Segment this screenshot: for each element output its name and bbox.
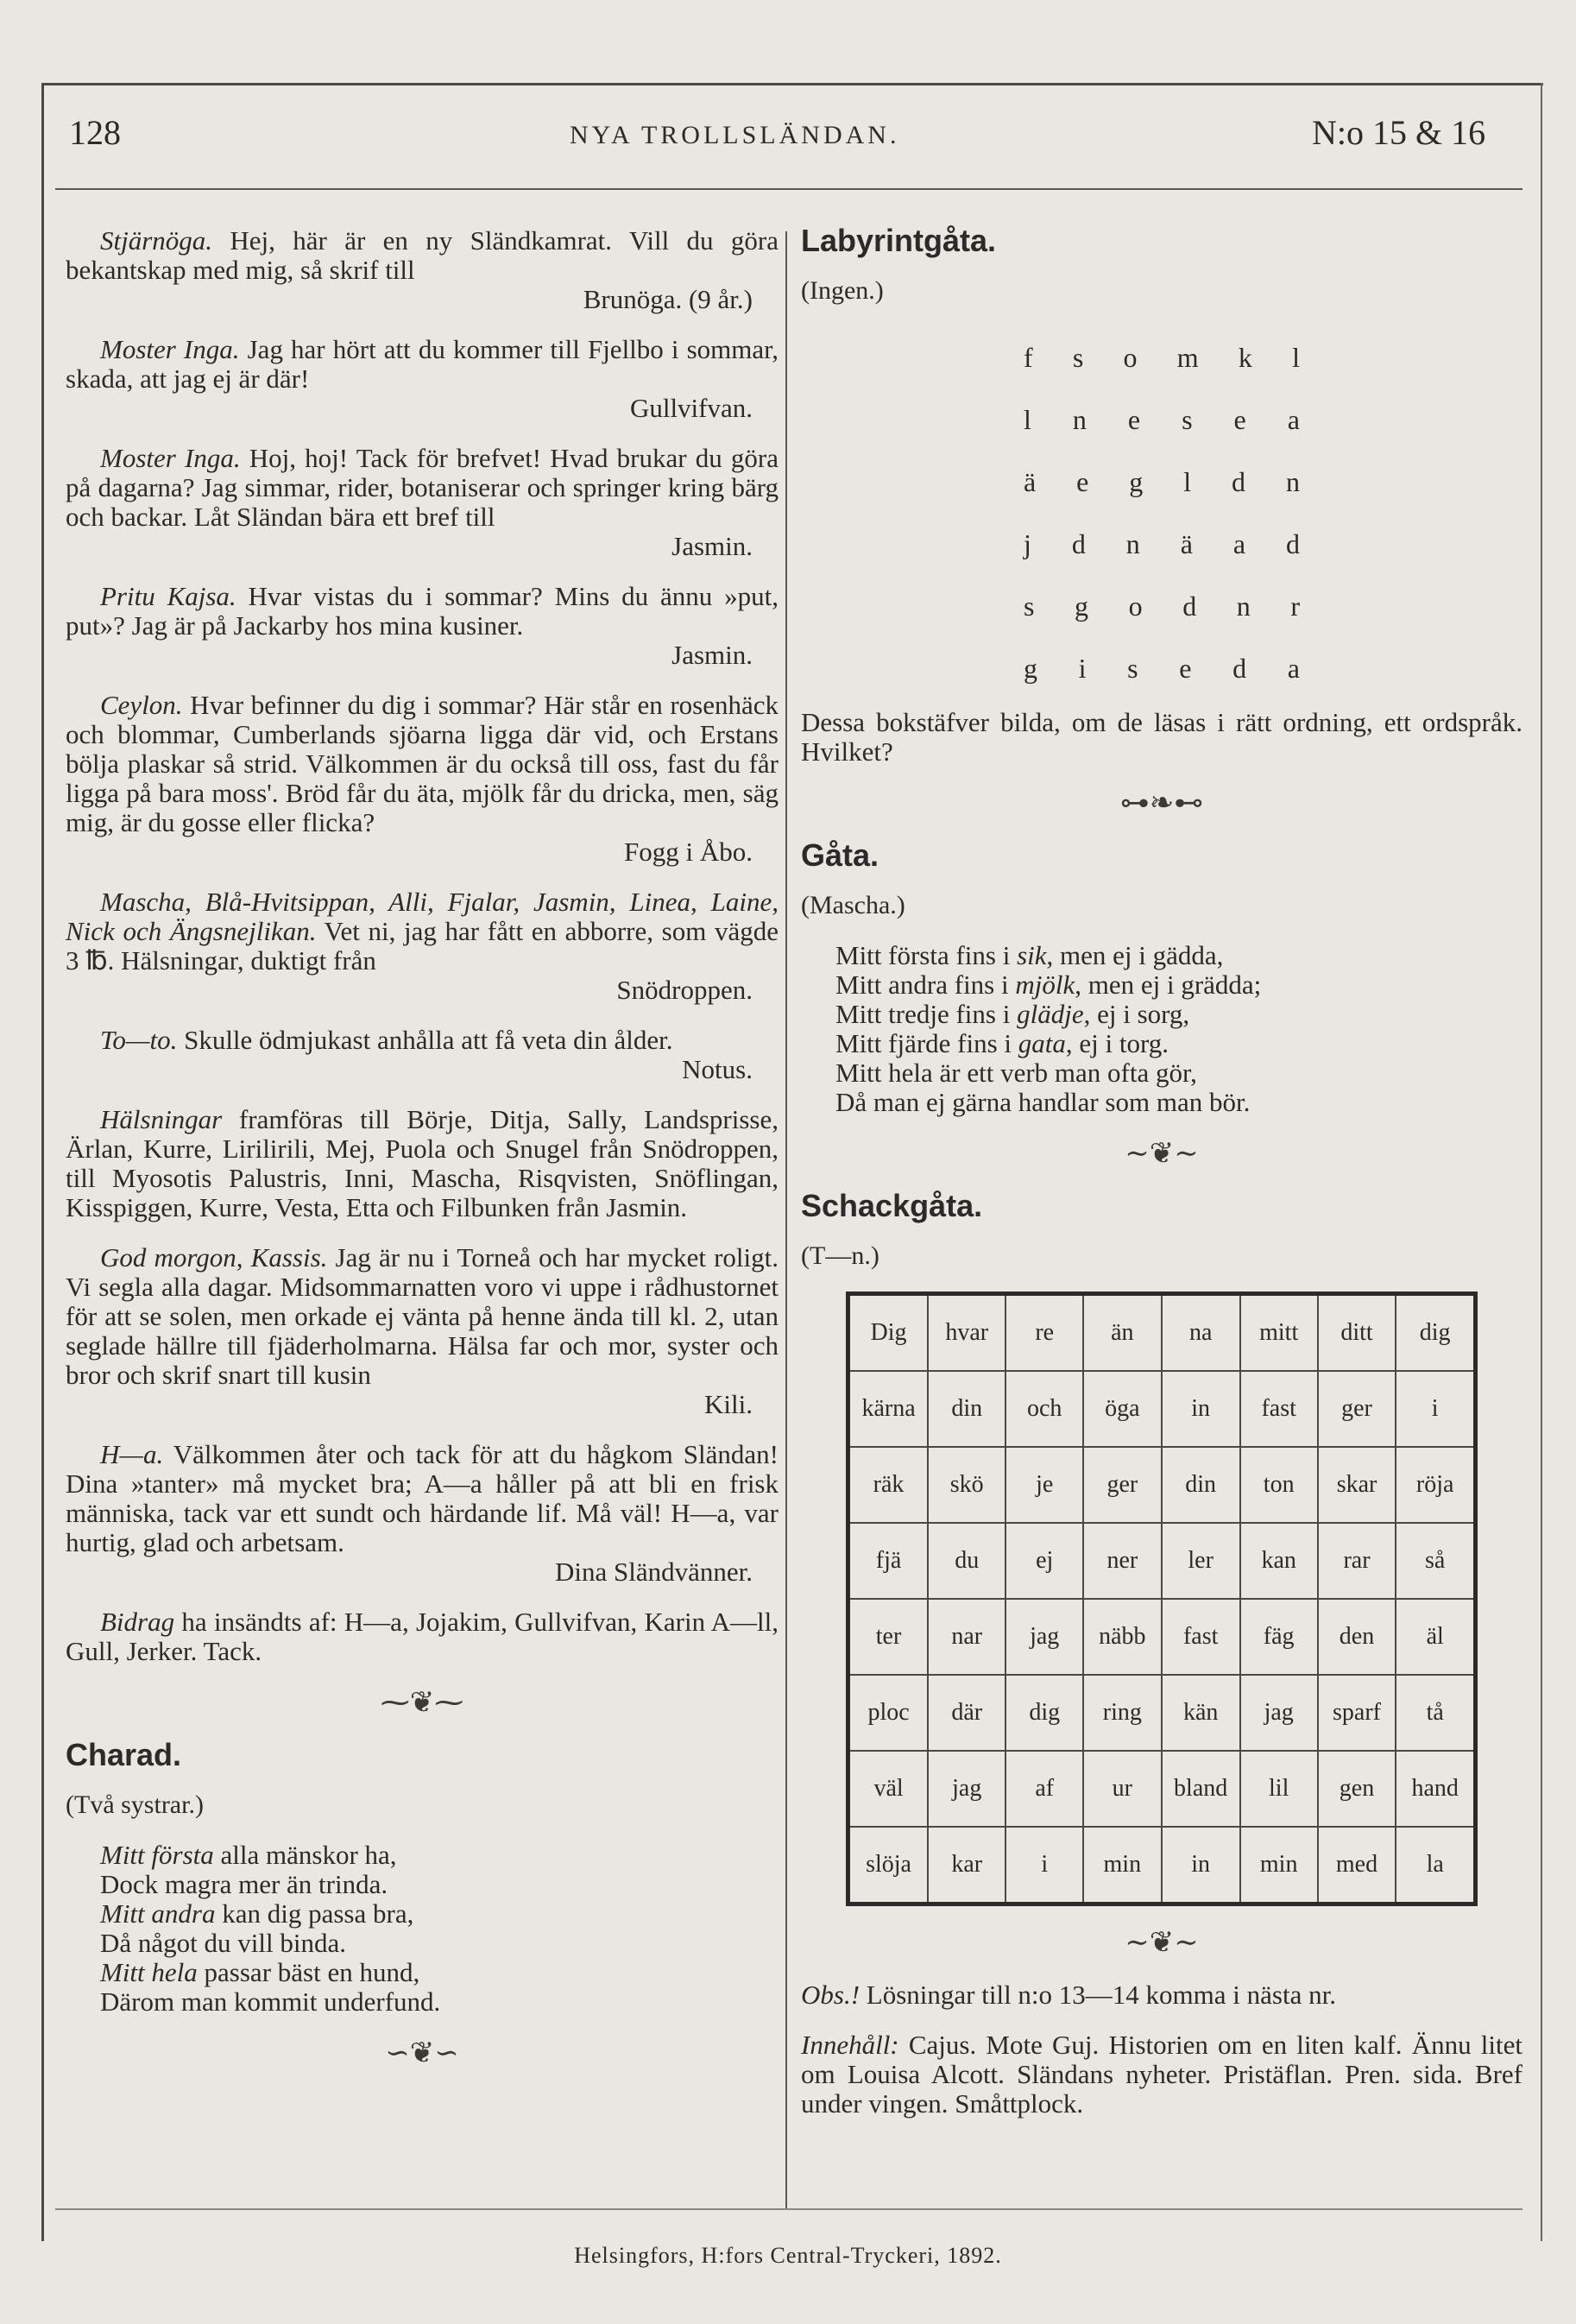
chess-cell: i bbox=[1396, 1371, 1475, 1447]
labyrint-row bbox=[1024, 388, 1300, 451]
chess-cell: skö bbox=[928, 1447, 1005, 1523]
chess-cell: näbb bbox=[1083, 1599, 1162, 1675]
charad-line bbox=[100, 1841, 779, 1870]
gata-line bbox=[835, 941, 1522, 970]
letter-item bbox=[66, 582, 779, 670]
labyrint-letter: a bbox=[1287, 404, 1300, 435]
gata-line-start: Mitt hela är ett verb man ofta gör, bbox=[835, 1058, 1197, 1088]
charad-line-text: Dock magra mer än trinda. bbox=[100, 1869, 388, 1899]
column-divider bbox=[785, 231, 787, 2208]
charad-line bbox=[100, 1958, 779, 1987]
labyrint-letter: l bbox=[1183, 466, 1192, 497]
contents-text: Cajus. Mote Guj. Historien om en liten kalf. Ännu litet om Louisa Alcott. Sländans nyheter. Pristäflan. Pren. sida. Bref under vingen. Småttplock. bbox=[801, 2030, 1522, 2119]
labyrint-letter: a bbox=[1287, 653, 1300, 684]
chess-cell: ej bbox=[1005, 1523, 1083, 1599]
letter-body: ha insändts af: H—a, Jojakim, Gullvifvan, Karin A—ll, Gull, Jerker. Tack. bbox=[66, 1607, 779, 1666]
letter-addressee: Hälsningar bbox=[100, 1104, 223, 1134]
charad-line-text: Därom man kommit underfund. bbox=[100, 1986, 441, 2017]
chess-cell: väl bbox=[848, 1751, 929, 1827]
page-number: 128 bbox=[69, 113, 121, 152]
letter-signature: Notus. bbox=[682, 1054, 753, 1084]
letter-signature: Jasmin. bbox=[671, 640, 753, 670]
labyrint-grid bbox=[1024, 326, 1300, 699]
labyrint-letter: k bbox=[1238, 342, 1252, 373]
chess-cell: rar bbox=[1318, 1523, 1396, 1599]
charad-line bbox=[100, 1929, 779, 1958]
letter-body: Jag är nu i Torneå och har mycket roligt. Vi segla alla dagar. Midsommarnatten voro vi uppe i rådhustornet för att se solen, men orkade ej vänta på henne ända till kl. 2, utan seglade hällre till fjäderholmarna. Hälsa far och mor, syster och bror och skrif snart till kusin bbox=[66, 1242, 779, 1390]
letter-body: Hvar vistas du i sommar? Mins du ännu »put, put»? Jag är på Jackarby hos mina kusiner. bbox=[66, 581, 779, 641]
letter-item bbox=[66, 887, 779, 1005]
labyrint-letter: s bbox=[1182, 404, 1193, 435]
labyrint-caption: Dessa bokstäfver bilda, om de läsas i rätt ordning, ett ordspråk. Hvilket? bbox=[801, 707, 1522, 767]
chess-cell: min bbox=[1083, 1827, 1162, 1904]
letter-addressee: Pritu Kajsa. bbox=[100, 581, 236, 611]
letter-body: Hvar befinner du dig i sommar? Här står en rosenhäck och blommar, Cumberlands sjöarna ligga där vid, och Erstans bölja plaskar så strid. Välkommen är du också till oss, fast du får ligga på bara moss'. Bröd får du äta, mjölk får du dricka, men, säg mig, är du gosse eller flicka? bbox=[66, 690, 779, 837]
gata-line bbox=[835, 1000, 1522, 1029]
charad-line bbox=[100, 1870, 779, 1899]
chess-cell: je bbox=[1005, 1447, 1083, 1523]
gata-line-start: Mitt första fins i bbox=[835, 940, 1018, 970]
chess-cell: gen bbox=[1318, 1751, 1396, 1827]
chess-cell: än bbox=[1083, 1294, 1162, 1372]
chess-cell: du bbox=[928, 1523, 1005, 1599]
chess-cell: mitt bbox=[1240, 1294, 1318, 1372]
chess-row bbox=[848, 1599, 1476, 1675]
chess-cell: hvar bbox=[928, 1294, 1005, 1372]
labyrint-letter: l bbox=[1024, 404, 1031, 435]
labyrint-row bbox=[1024, 326, 1300, 388]
letter-body: Vet ni, jag har fått en abborre, som vägde 3 ℔. Hälsningar, duktigt från bbox=[66, 916, 779, 976]
chess-row bbox=[848, 1827, 1476, 1904]
chess-cell: nar bbox=[928, 1599, 1005, 1675]
labyrint-letter: d bbox=[1232, 653, 1247, 684]
labyrint-letter: i bbox=[1078, 653, 1087, 684]
gata-line-end: , ej i sorg, bbox=[1083, 999, 1190, 1029]
chess-cell: in bbox=[1162, 1827, 1240, 1904]
letter-item bbox=[66, 226, 779, 314]
labyrint-letter: f bbox=[1024, 342, 1033, 373]
labyrint-letter: n bbox=[1285, 466, 1300, 497]
labyrint-letter: ä bbox=[1024, 466, 1037, 497]
chess-cell: slöja bbox=[848, 1827, 929, 1904]
chess-cell: jag bbox=[928, 1751, 1005, 1827]
left-column bbox=[66, 226, 779, 2091]
chess-cell: med bbox=[1318, 1827, 1396, 1904]
chess-cell: i bbox=[1005, 1827, 1083, 1904]
chess-cell: jag bbox=[1005, 1599, 1083, 1675]
chess-cell: in bbox=[1162, 1371, 1240, 1447]
chess-cell: ur bbox=[1083, 1751, 1162, 1827]
chess-row bbox=[848, 1447, 1476, 1523]
chess-row bbox=[848, 1523, 1476, 1599]
chess-cell: fäg bbox=[1240, 1599, 1318, 1675]
gata-line-emphasis: sik bbox=[1017, 940, 1047, 970]
labyrint-letter: j bbox=[1024, 528, 1031, 559]
chess-cell: och bbox=[1005, 1371, 1083, 1447]
labyrint-row bbox=[1024, 637, 1300, 699]
letter-body: Hoj, hoj! Tack för brefvet! Hvad brukar du göra på dagarna? Jag simmar, rider, botaniserar och springer kring bärg och backar. Låt Sländan bära ett bref till bbox=[66, 443, 779, 532]
gata-poem bbox=[835, 941, 1522, 1117]
letter-signature: Fogg i Åbo. bbox=[624, 837, 753, 867]
chess-cell: kärna bbox=[848, 1371, 929, 1447]
labyrint-title: Labyrintgåta. bbox=[801, 223, 997, 258]
labyrint-letter: d bbox=[1182, 590, 1197, 622]
letter-signature: Jasmin. bbox=[671, 531, 753, 561]
chess-cell: tå bbox=[1396, 1675, 1475, 1751]
letter-signature: Kili. bbox=[704, 1389, 753, 1419]
chess-cell: ploc bbox=[848, 1675, 929, 1751]
chess-cell: skar bbox=[1318, 1447, 1396, 1523]
gata-line-end: , ej i torg. bbox=[1065, 1028, 1169, 1058]
gata-line-start: Mitt tredje fins i bbox=[835, 999, 1018, 1029]
ornament-divider: ⁓❦⁓ bbox=[380, 1687, 464, 1719]
labyrint-letter: s bbox=[1127, 653, 1138, 684]
letter-addressee: To—to. bbox=[100, 1025, 178, 1055]
chess-cell: fast bbox=[1240, 1371, 1318, 1447]
letter-addressee: Ceylon. bbox=[100, 690, 183, 720]
chess-cell: äl bbox=[1396, 1599, 1475, 1675]
gata-line-emphasis: glädje bbox=[1017, 999, 1084, 1029]
labyrint-letter: n bbox=[1072, 404, 1087, 435]
labyrint-letter: a bbox=[1232, 528, 1246, 559]
letter-signature: Brunöga. (9 år.) bbox=[583, 284, 753, 314]
letter-item bbox=[66, 1440, 779, 1587]
chess-cell: la bbox=[1396, 1827, 1475, 1904]
chess-row bbox=[848, 1675, 1476, 1751]
contents-note bbox=[801, 2030, 1522, 2119]
chess-row bbox=[848, 1751, 1476, 1827]
chess-cell: ler bbox=[1162, 1523, 1240, 1599]
chess-cell: din bbox=[928, 1371, 1005, 1447]
letter-item bbox=[66, 1026, 779, 1084]
charad-line-text: kan dig passa bra, bbox=[215, 1898, 414, 1929]
charad-poem bbox=[100, 1841, 779, 2017]
labyrint-letter: s bbox=[1024, 590, 1035, 622]
chess-row bbox=[848, 1294, 1476, 1372]
gata-line-start: Mitt andra fins i bbox=[835, 969, 1016, 1000]
chess-cell: kän bbox=[1162, 1675, 1240, 1751]
charad-line-emphasis: Mitt hela bbox=[100, 1957, 198, 1987]
labyrint-row bbox=[1024, 513, 1300, 575]
gata-author: (Mascha.) bbox=[801, 891, 905, 919]
gata-line-emphasis: gata bbox=[1018, 1028, 1066, 1058]
chess-cell: sparf bbox=[1318, 1675, 1396, 1751]
schack-author: (T—n.) bbox=[801, 1241, 879, 1270]
chess-cell: din bbox=[1162, 1447, 1240, 1523]
chess-cell: ter bbox=[848, 1599, 929, 1675]
chess-cell: så bbox=[1396, 1523, 1475, 1599]
labyrint-letter: g bbox=[1129, 466, 1144, 497]
schack-title: Schackgåta. bbox=[801, 1188, 983, 1223]
gata-line-emphasis: mjölk bbox=[1015, 969, 1075, 1000]
labyrint-letter: m bbox=[1176, 342, 1199, 373]
chess-cell: dig bbox=[1005, 1675, 1083, 1751]
labyrint-row bbox=[1024, 575, 1300, 637]
gata-line bbox=[835, 970, 1522, 1000]
gata-line-end: , men ej i gädda, bbox=[1046, 940, 1224, 970]
printer-imprint: Helsingfors, H:fors Central-Tryckeri, 1892. bbox=[574, 2243, 1002, 2268]
chess-cell: räk bbox=[848, 1447, 929, 1523]
labyrint-author: (Ingen.) bbox=[801, 276, 884, 305]
chess-cell: ger bbox=[1083, 1447, 1162, 1523]
letter-body: Skulle ödmjukast anhålla att få veta din ålder. bbox=[177, 1025, 673, 1055]
letter-body: framföras till Börje, Ditja, Sally, Landsprisse, Ärlan, Kurre, Lirilirili, Mej, Puola och Snugel från Snödroppen, till Myosotis Palustris, Inni, Mascha, Risqvisten, Snöflingan, Kisspiggen, Kurre, Vesta, Etta och Filbunken från Jasmin. bbox=[66, 1104, 779, 1222]
charad-title: Charad. bbox=[66, 1737, 182, 1772]
chess-cell: ner bbox=[1083, 1523, 1162, 1599]
labyrint-letter: g bbox=[1075, 590, 1089, 622]
chess-cell: dig bbox=[1396, 1294, 1475, 1372]
charad-line-text: passar bäst en hund, bbox=[197, 1957, 420, 1987]
letters-section bbox=[66, 226, 779, 1666]
chess-cell: re bbox=[1005, 1294, 1083, 1372]
labyrint-letter: e bbox=[1076, 466, 1089, 497]
labyrint-letter: e bbox=[1233, 404, 1246, 435]
chess-cell: kar bbox=[928, 1827, 1005, 1904]
letter-item bbox=[66, 335, 779, 423]
gata-line bbox=[835, 1058, 1522, 1088]
charad-line-emphasis: Mitt andra bbox=[100, 1898, 216, 1929]
letter-item bbox=[66, 1243, 779, 1419]
labyrint-letter: o bbox=[1128, 590, 1143, 622]
labyrint-letter: d bbox=[1071, 528, 1086, 559]
chess-cell: den bbox=[1318, 1599, 1396, 1675]
obs-label: Obs.! bbox=[801, 1980, 860, 2010]
labyrint-letter: g bbox=[1024, 653, 1037, 684]
gata-line-start: Mitt fjärde fins i bbox=[835, 1028, 1018, 1058]
chess-cell: Dig bbox=[848, 1294, 929, 1372]
chess-cell: röja bbox=[1396, 1447, 1475, 1523]
labyrint-letter: o bbox=[1123, 342, 1138, 373]
chess-cell: jag bbox=[1240, 1675, 1318, 1751]
gata-line-start: Då man ej gärna handlar som man bör. bbox=[835, 1087, 1251, 1117]
labyrint-letter: s bbox=[1072, 342, 1084, 373]
obs-text: Lösningar till n:o 13—14 komma i nästa nr. bbox=[860, 1980, 1336, 2010]
chess-cell: ton bbox=[1240, 1447, 1318, 1523]
labyrint-letter: n bbox=[1125, 528, 1140, 559]
bottom-rule bbox=[55, 2208, 1522, 2210]
ornament-divider: ∼❦∼ bbox=[1125, 1138, 1199, 1170]
chess-cell: ring bbox=[1083, 1675, 1162, 1751]
letter-item bbox=[66, 1105, 779, 1222]
gata-line-end: , men ej i grädda; bbox=[1075, 969, 1262, 1000]
letter-body: Jag har hört att du kommer till Fjellbo i sommar, skada, att jag ej är där! bbox=[66, 334, 779, 394]
chess-puzzle-grid bbox=[846, 1291, 1478, 1906]
header-rule bbox=[55, 188, 1522, 190]
labyrint-letter: d bbox=[1232, 466, 1246, 497]
chess-cell: fast bbox=[1162, 1599, 1240, 1675]
ornament-divider: ∼❦∼ bbox=[1125, 1927, 1199, 1959]
charad-line bbox=[100, 1987, 779, 2017]
letter-addressee: H—a. bbox=[100, 1439, 164, 1469]
letter-addressee: Stjärnöga. bbox=[100, 225, 213, 256]
letter-body: Hej, här är en ny Sländkamrat. Vill du göra bekantskap med mig, så skrif till bbox=[66, 225, 779, 285]
labyrint-letter: d bbox=[1285, 528, 1300, 559]
chess-cell: kan bbox=[1240, 1523, 1318, 1599]
issue-number: N:o 15 & 16 bbox=[1312, 113, 1486, 152]
letter-item bbox=[66, 691, 779, 867]
letter-addressee: Mascha, Blå-Hvitsippan, Alli, Fjalar, Jasmin, Linea, Laine, Nick och Ängsnejlikan. bbox=[66, 887, 779, 946]
charad-line-text: alla mänskor ha, bbox=[213, 1840, 397, 1870]
chess-cell: bland bbox=[1162, 1751, 1240, 1827]
charad-line-text: Då något du vill binda. bbox=[100, 1928, 346, 1958]
ornament-divider: ⊶❧⊷ bbox=[1119, 787, 1204, 819]
charad-author: (Två systrar.) bbox=[66, 1790, 204, 1819]
labyrint-letter: n bbox=[1236, 590, 1251, 622]
chess-row bbox=[848, 1371, 1476, 1447]
labyrint-letter: e bbox=[1127, 404, 1141, 435]
frame-left-rule bbox=[41, 83, 44, 2241]
frame-top-rule bbox=[41, 83, 1543, 85]
chess-cell: min bbox=[1240, 1827, 1318, 1904]
gata-line bbox=[835, 1088, 1522, 1117]
charad-line-emphasis: Mitt första bbox=[100, 1840, 214, 1870]
letter-addressee: God morgon, Kassis. bbox=[100, 1242, 328, 1273]
chess-cell: fjä bbox=[848, 1523, 929, 1599]
chess-cell: hand bbox=[1396, 1751, 1475, 1827]
letter-body: Välkommen åter och tack för att du hågkom Sländan! Dina »tanter» må mycket bra; A—a håller på att bli en frisk människa, tack var ett sundt och härdande lif. Må väl! H—a, var hurtig, glad och arbetsam. bbox=[66, 1439, 779, 1557]
chess-cell: där bbox=[928, 1675, 1005, 1751]
letter-addressee: Moster Inga. bbox=[100, 334, 240, 364]
publication-title: NYA TROLLSLÄNDAN. bbox=[570, 121, 900, 149]
contents-label: Innehåll: bbox=[801, 2030, 899, 2060]
letter-addressee: Moster Inga. bbox=[100, 443, 241, 473]
chess-cell: lil bbox=[1240, 1751, 1318, 1827]
chess-cell: öga bbox=[1083, 1371, 1162, 1447]
chess-cell: na bbox=[1162, 1294, 1240, 1372]
labyrint-row bbox=[1024, 451, 1300, 513]
labyrint-letter: r bbox=[1290, 590, 1300, 622]
charad-line bbox=[100, 1899, 779, 1929]
labyrint-letter: l bbox=[1292, 342, 1300, 373]
frame-right-rule bbox=[1541, 83, 1542, 2241]
gata-line bbox=[835, 1029, 1522, 1058]
letter-signature: Gullvifvan. bbox=[629, 393, 753, 423]
gata-title: Gåta. bbox=[801, 837, 879, 873]
chess-cell: ditt bbox=[1318, 1294, 1396, 1372]
letter-signature: Snödroppen. bbox=[616, 975, 753, 1005]
labyrint-letter: e bbox=[1179, 653, 1192, 684]
letter-signature: Dina Sländvänner. bbox=[554, 1557, 753, 1587]
letter-item bbox=[66, 444, 779, 561]
labyrint-letter: ä bbox=[1180, 528, 1193, 559]
obs-note bbox=[801, 1980, 1522, 2010]
letter-addressee: Bidrag bbox=[100, 1607, 175, 1637]
chess-cell: ger bbox=[1318, 1371, 1396, 1447]
letter-item bbox=[66, 1607, 779, 1666]
chess-cell: af bbox=[1005, 1751, 1083, 1827]
right-column bbox=[801, 223, 1522, 2139]
ornament-divider: ∽❦∽ bbox=[385, 2037, 459, 2069]
